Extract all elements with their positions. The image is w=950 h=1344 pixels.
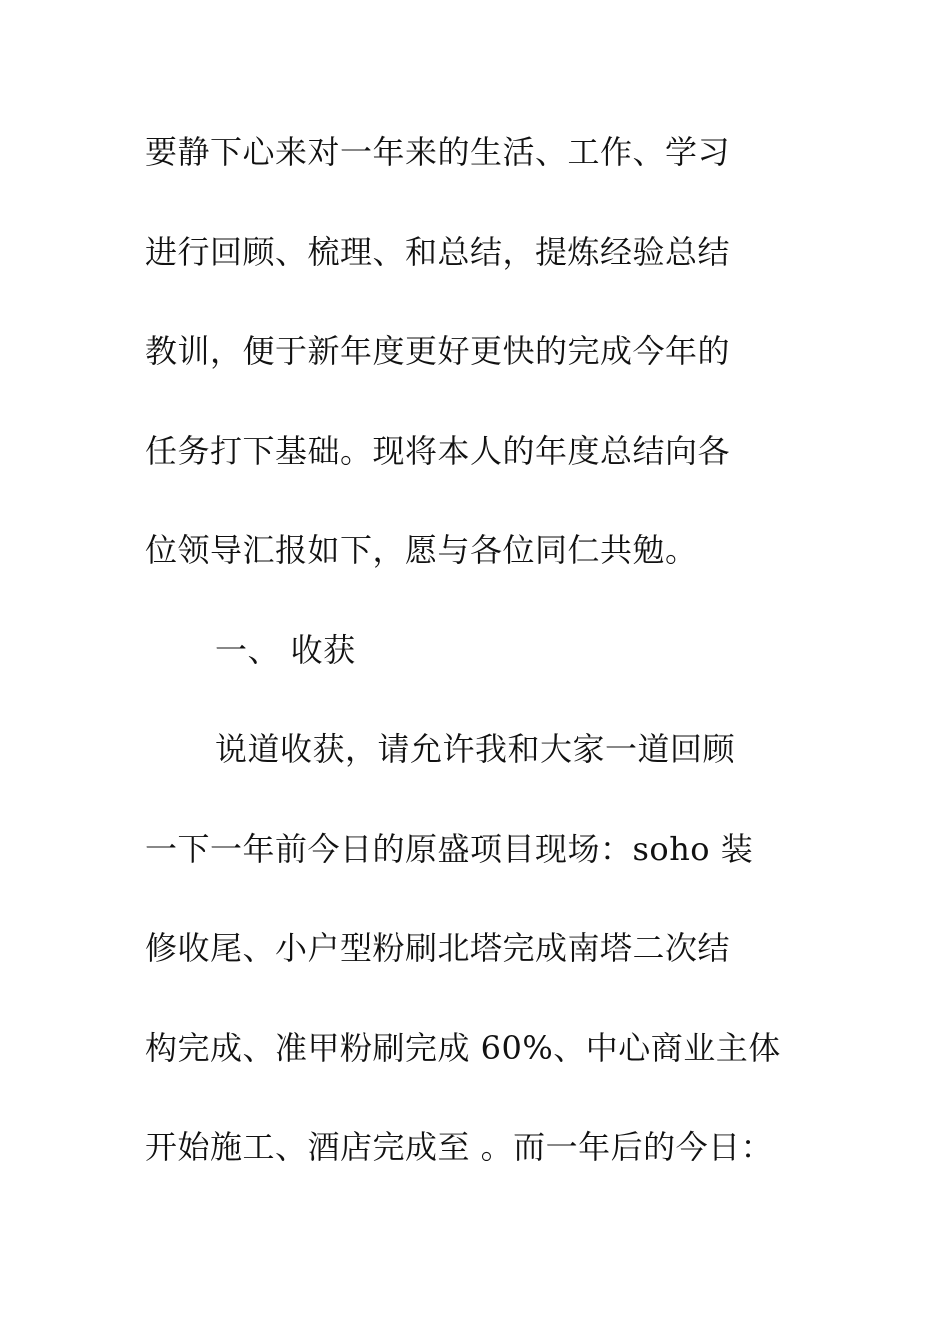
paragraph-line: 构完成、准甲粉刷完成 60%、中心商业主体: [145, 1029, 781, 1067]
paragraph-line: 教训，便于新年度更好更快的完成今年的: [145, 332, 731, 370]
paragraph-line: 任务打下基础。现将本人的年度总结向各: [145, 432, 731, 470]
paragraph-line: 修收尾、小户型粉刷北塔完成南塔二次结: [145, 929, 731, 967]
section-heading: 一、 收获: [215, 631, 356, 669]
paragraph-line: 说道收获，请允许我和大家一道回顾: [215, 730, 736, 768]
paragraph-line: 位领导汇报如下，愿与各位同仁共勉。: [145, 531, 698, 569]
paragraph-line: 开始施工、酒店完成至 。而一年后的今日：: [145, 1128, 774, 1166]
paragraph-line: 一下一年前今日的原盛项目现场：soho 装: [145, 830, 754, 868]
paragraph-line: 要静下心来对一年来的生活、工作、学习: [145, 133, 731, 171]
paragraph-line: 进行回顾、梳理、和总结，提炼经验总结: [145, 233, 731, 271]
